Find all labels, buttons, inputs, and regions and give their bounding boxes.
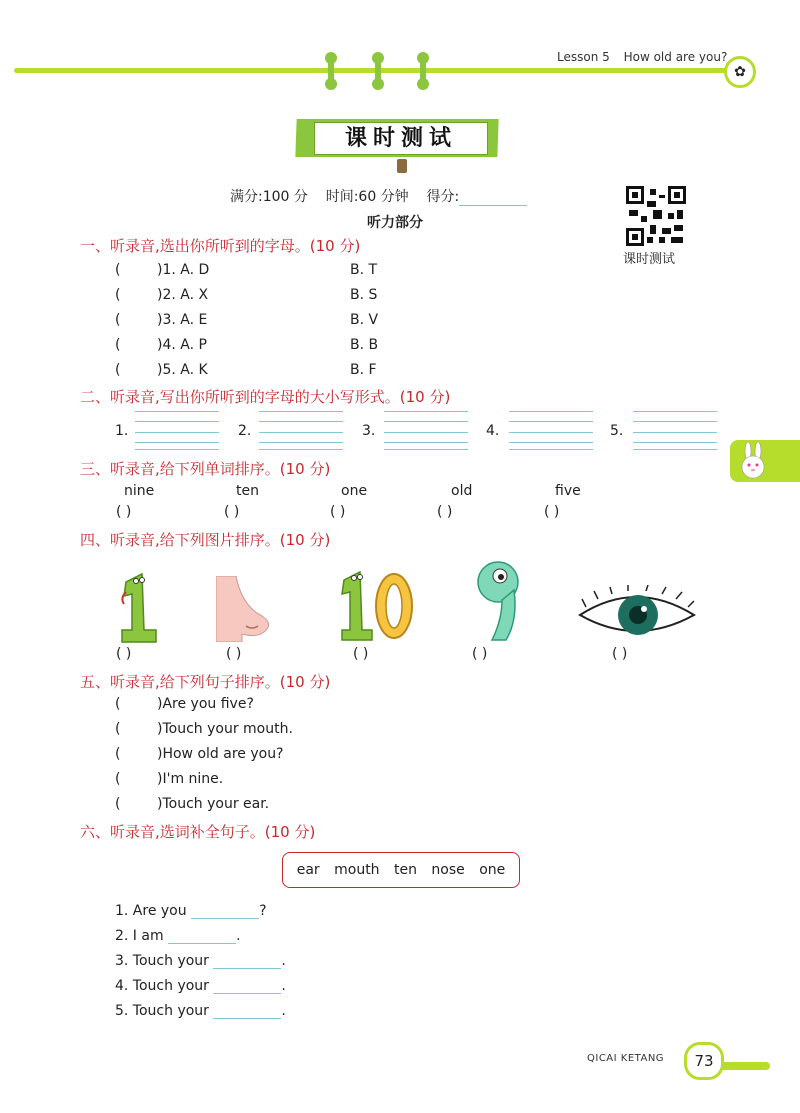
section4-heading: 四、听录音,给下列图片排序。(10 分) bbox=[80, 531, 331, 549]
section1-item: ( )4. A. P B. B bbox=[115, 337, 379, 353]
qr-caption: 课时测试 bbox=[623, 252, 676, 267]
section5-heading: 五、听录音,给下列句子排序。(10 分) bbox=[80, 673, 331, 691]
eye-picture bbox=[576, 585, 698, 643]
score-line bbox=[230, 186, 527, 206]
writing-guide-line bbox=[509, 421, 593, 422]
writing-num: 3. bbox=[362, 423, 376, 439]
word: old bbox=[451, 483, 473, 499]
writing-guide-line bbox=[509, 442, 593, 443]
writing-guide-line bbox=[633, 449, 717, 450]
writing-guide-line bbox=[135, 449, 219, 450]
writing-guide-line bbox=[384, 432, 468, 433]
section1-item: ( )3. A. E B. V bbox=[115, 312, 379, 328]
full-score: 满分:100 分 bbox=[230, 189, 308, 205]
writing-num: 5. bbox=[610, 423, 624, 439]
sentence-item: ( )Touch your ear. bbox=[115, 796, 270, 812]
score-label: 得分: bbox=[426, 189, 460, 205]
cartoon-icon: ✿ bbox=[724, 56, 756, 88]
number-nine-picture bbox=[470, 560, 526, 642]
fill-item: 4. Touch your . bbox=[115, 978, 286, 994]
rabbit-icon bbox=[734, 441, 774, 481]
word: nine bbox=[124, 483, 155, 499]
writing-guide-line bbox=[135, 442, 219, 443]
fill-item: 5. Touch your . bbox=[115, 1003, 286, 1019]
sentence-item: ( )Touch your mouth. bbox=[115, 721, 293, 737]
fill-item: 2. I am . bbox=[115, 928, 241, 944]
qr-code-icon[interactable] bbox=[626, 186, 686, 246]
section2-heading: 二、听录音,写出你所听到的字母的大小写形式。(10 分) bbox=[80, 388, 451, 406]
word: ten bbox=[236, 483, 259, 499]
section1-item: ( )5. A. K B. F bbox=[115, 362, 377, 378]
writing-guide-line bbox=[633, 411, 717, 412]
time-limit: 时间:60 分钟 bbox=[325, 189, 409, 205]
writing-num: 4. bbox=[486, 423, 500, 439]
word-bank: ear mouth ten nose one bbox=[282, 852, 520, 888]
answer-paren[interactable]: ( ) bbox=[330, 504, 346, 520]
fill-item: 1. Are you ? bbox=[115, 903, 267, 919]
writing-num: 2. bbox=[238, 423, 252, 439]
writing-guide-line bbox=[633, 421, 717, 422]
answer-paren[interactable]: ( ) bbox=[472, 646, 488, 662]
section6-heading: 六、听录音,选词补全句子。(10 分) bbox=[80, 823, 316, 841]
answer-paren[interactable]: ( ) bbox=[353, 646, 369, 662]
writing-guide-line bbox=[633, 442, 717, 443]
writing-guide-line bbox=[509, 432, 593, 433]
writing-guide-line bbox=[259, 411, 343, 412]
page-title: 课时测试 bbox=[314, 122, 488, 155]
listening-label: 听力部分 bbox=[367, 215, 423, 231]
fill-item: 3. Touch your . bbox=[115, 953, 286, 969]
writing-guide-line bbox=[384, 421, 468, 422]
number-ten-picture bbox=[338, 568, 418, 644]
sentence-item: ( )How old are you? bbox=[115, 746, 284, 762]
section1-item: ( )1. A. D B. T bbox=[115, 262, 378, 278]
sentence-item: ( )I'm nine. bbox=[115, 771, 224, 787]
writing-guide-line bbox=[384, 449, 468, 450]
writing-guide-line bbox=[135, 432, 219, 433]
writing-guide-line bbox=[259, 449, 343, 450]
writing-guide-line bbox=[384, 442, 468, 443]
sentence-item: ( )Are you five? bbox=[115, 696, 254, 712]
section1-item: ( )2. A. X B. S bbox=[115, 287, 378, 303]
writing-guide-line bbox=[509, 449, 593, 450]
writing-guide-line bbox=[259, 442, 343, 443]
answer-paren[interactable]: ( ) bbox=[544, 504, 560, 520]
writing-guide-line bbox=[259, 432, 343, 433]
page-number: 73 bbox=[684, 1042, 724, 1080]
section1-heading: 一、听录音,选出你所听到的字母。(10 分) bbox=[80, 237, 361, 255]
answer-paren[interactable]: ( ) bbox=[224, 504, 240, 520]
nose-picture bbox=[216, 576, 276, 642]
writing-guide-line bbox=[633, 432, 717, 433]
answer-paren[interactable]: ( ) bbox=[116, 504, 132, 520]
binder-pin-icon bbox=[420, 56, 426, 86]
writing-guide-line bbox=[259, 421, 343, 422]
writing-guide-line bbox=[135, 411, 219, 412]
binder-pin-icon bbox=[375, 56, 381, 86]
writing-guide-line bbox=[384, 411, 468, 412]
answer-paren[interactable]: ( ) bbox=[612, 646, 628, 662]
footer-brand: QICAI KETANG bbox=[587, 1053, 665, 1064]
side-tab bbox=[730, 440, 800, 482]
section3-heading: 三、听录音,给下列单词排序。(10 分) bbox=[80, 460, 331, 478]
answer-paren[interactable]: ( ) bbox=[116, 646, 132, 662]
word: five bbox=[555, 483, 581, 499]
lesson-header bbox=[557, 50, 737, 64]
writing-guide-line bbox=[509, 411, 593, 412]
writing-guide-line bbox=[135, 421, 219, 422]
answer-paren[interactable]: ( ) bbox=[226, 646, 242, 662]
answer-paren[interactable]: ( ) bbox=[437, 504, 453, 520]
binder-pin-icon bbox=[328, 56, 334, 86]
score-blank[interactable] bbox=[459, 191, 527, 206]
lesson-number: Lesson 5 bbox=[557, 50, 610, 64]
title-tag-icon bbox=[397, 159, 407, 173]
lesson-title: How old are you? bbox=[623, 50, 728, 64]
writing-num: 1. bbox=[115, 423, 129, 439]
word: one bbox=[341, 483, 368, 499]
number-one-picture bbox=[112, 572, 168, 644]
